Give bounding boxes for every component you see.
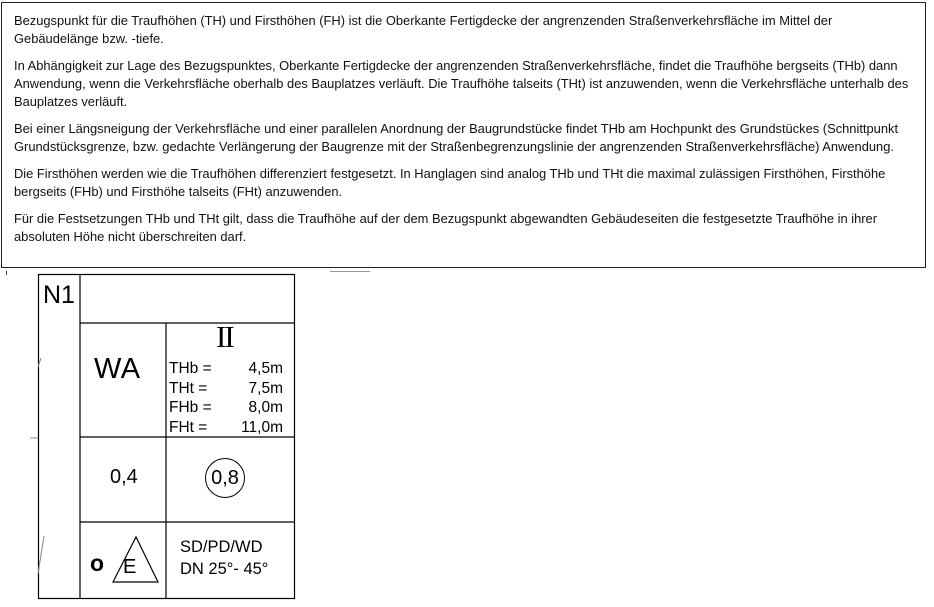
notes-paragraph-1: Bezugspunkt für die Traufhöhen (TH) und Firsthöhen (FH) ist die Oberkante Fertigdecke der angrenzenden Straßenverkehrsfläche im Mittel der Gebäudelänge bzw. -tiefe. xyxy=(14,13,833,46)
notes-paragraph-4: Die Firsthöhen werden wie die Traufhöhen differenziert festgesetzt. In Hanglagen sind analog THb und THt die maximal zulässigen Firsthöhen, Firsthöhe bergseits (FHb) und Firsthöhe talseits (FHt) anzuwenden. xyxy=(14,166,886,199)
roof-spec xyxy=(180,536,268,580)
grz-value: 0,4 xyxy=(110,466,138,488)
height-row xyxy=(169,418,283,438)
height-value: 7,5m xyxy=(248,379,283,397)
height-row xyxy=(169,379,283,399)
height-value: 4,5m xyxy=(248,360,283,377)
bauweise: o xyxy=(90,550,105,576)
height-row xyxy=(169,398,283,418)
height-value: 8,0m xyxy=(248,399,283,416)
nutzungsschablone xyxy=(38,274,295,599)
zone-id: N1 xyxy=(43,281,75,309)
height-label: THt = xyxy=(169,379,208,397)
notes-paragraph-5: Für die Festsetzungen THb und THt gilt, dass die Traufhöhe auf der dem Bezugspunkt abgewandten Gebäudeseiten die festgesetzte Traufhöhe in ihrer absoluten Höhe nicht überschreiten darf. xyxy=(14,211,878,244)
storeys: II xyxy=(216,319,233,354)
plan-line-fragment xyxy=(330,271,370,272)
height-label: FHt = xyxy=(169,418,208,436)
height-label: THb = xyxy=(169,360,212,377)
gfz-circle xyxy=(205,458,245,498)
height-label: FHb = xyxy=(169,399,212,416)
height-list xyxy=(169,359,283,437)
haustyp: E xyxy=(123,556,137,578)
notes-paragraph-2: In Abhängigkeit zur Lage des Bezugspunktes, Oberkante Fertigdecke der angrenzenden Straßenverkehrsfläche, findet die Traufhöhe bergseits (THb) dann Anwendung, wenn die Verkehrsfläche oberhalb des Bauplatzes verläuft. Die Traufhöhe talseits (THt) ist anzuwenden, wenn die Verkehrsfläche unterhalb des Bauplatzes verläuft. xyxy=(14,58,909,109)
roof-types: SD/PD/WD xyxy=(180,538,263,556)
plan-line-fragment xyxy=(6,271,7,275)
height-value: 11,0m xyxy=(241,418,283,436)
roof-pitch: DN 25°- 45° xyxy=(180,560,269,578)
notes-textbox xyxy=(1,2,926,268)
height-row xyxy=(169,359,283,379)
area-type: WA xyxy=(94,353,141,385)
notes-paragraph-3: Bei einer Längsneigung der Verkehrsfläche und einer parallelen Anordnung der Baugrundstücke findet THb am Hochpunkt des Grundstückes (Schnittpunkt Grundstücksgrenze, bzw. gedachte Verlängerung der Baugrenze mit der Straßenbegrenzungslinie der angrenzenden Straßenverkehrsfläche) Anwendung. xyxy=(14,121,899,154)
gfz-value: 0,8 xyxy=(211,466,239,489)
